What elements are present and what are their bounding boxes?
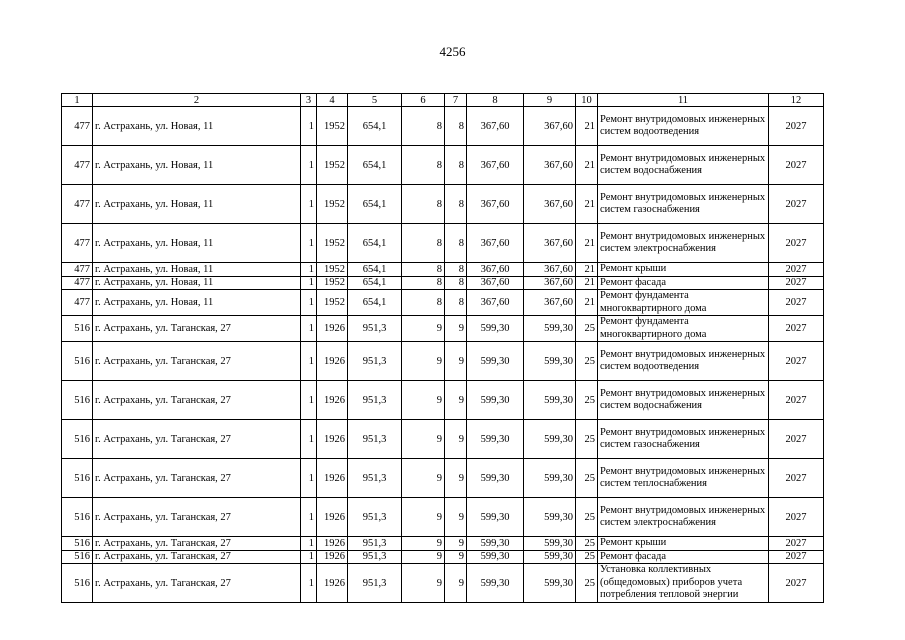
- address-cell: г. Астрахань, ул. Таганская, 27: [93, 498, 301, 537]
- col10-cell: 25: [576, 564, 598, 603]
- table-row: [62, 564, 824, 603]
- area-cell: 654,1: [348, 290, 402, 316]
- col7-cell: 8: [445, 107, 467, 146]
- repair-year-cell: 2027: [769, 107, 824, 146]
- col8-cell: 599,30: [467, 498, 524, 537]
- column-header: 1: [62, 94, 93, 107]
- col10-cell: 25: [576, 316, 598, 342]
- address-cell: г. Астрахань, ул. Новая, 11: [93, 276, 301, 290]
- col3-cell: 1: [301, 316, 317, 342]
- address-cell: г. Астрахань, ул. Новая, 11: [93, 290, 301, 316]
- table-body: [62, 94, 824, 603]
- col6-cell: 9: [402, 316, 445, 342]
- column-header: 11: [598, 94, 769, 107]
- col9-cell: 367,60: [524, 185, 576, 224]
- col9-cell: 367,60: [524, 146, 576, 185]
- table-row: [62, 185, 824, 224]
- repair-year-cell: 2027: [769, 420, 824, 459]
- table-row: [62, 550, 824, 564]
- year-cell: 1926: [317, 564, 348, 603]
- repair-year-cell: 2027: [769, 459, 824, 498]
- col6-cell: 8: [402, 263, 445, 277]
- area-cell: 951,3: [348, 420, 402, 459]
- column-header: 10: [576, 94, 598, 107]
- table-row: [62, 459, 824, 498]
- row-number-cell: 477: [62, 185, 93, 224]
- col9-cell: 599,30: [524, 564, 576, 603]
- col10-cell: 21: [576, 224, 598, 263]
- repair-year-cell: 2027: [769, 276, 824, 290]
- col3-cell: 1: [301, 564, 317, 603]
- work-type-cell: Ремонт внутридомовых инженерных систем газоснабжения: [598, 185, 769, 224]
- column-header: 2: [93, 94, 301, 107]
- col3-cell: 1: [301, 498, 317, 537]
- address-cell: г. Астрахань, ул. Новая, 11: [93, 224, 301, 263]
- col6-cell: 9: [402, 459, 445, 498]
- col10-cell: 21: [576, 263, 598, 277]
- area-cell: 654,1: [348, 185, 402, 224]
- area-cell: 951,3: [348, 537, 402, 551]
- table-row: [62, 537, 824, 551]
- row-number-cell: 516: [62, 459, 93, 498]
- address-cell: г. Астрахань, ул. Таганская, 27: [93, 459, 301, 498]
- col9-cell: 367,60: [524, 107, 576, 146]
- col8-cell: 599,30: [467, 564, 524, 603]
- col3-cell: 1: [301, 107, 317, 146]
- col8-cell: 599,30: [467, 316, 524, 342]
- col8-cell: 367,60: [467, 107, 524, 146]
- row-number-cell: 477: [62, 107, 93, 146]
- year-cell: 1952: [317, 276, 348, 290]
- repair-year-cell: 2027: [769, 316, 824, 342]
- repair-year-cell: 2027: [769, 263, 824, 277]
- col6-cell: 8: [402, 224, 445, 263]
- row-number-cell: 516: [62, 550, 93, 564]
- col3-cell: 1: [301, 276, 317, 290]
- row-number-cell: 516: [62, 316, 93, 342]
- col6-cell: 9: [402, 537, 445, 551]
- row-number-cell: 477: [62, 276, 93, 290]
- col10-cell: 25: [576, 342, 598, 381]
- repair-year-cell: 2027: [769, 537, 824, 551]
- year-cell: 1952: [317, 185, 348, 224]
- col6-cell: 8: [402, 107, 445, 146]
- col3-cell: 1: [301, 459, 317, 498]
- area-cell: 951,3: [348, 342, 402, 381]
- col6-cell: 8: [402, 276, 445, 290]
- col6-cell: 8: [402, 185, 445, 224]
- col8-cell: 599,30: [467, 342, 524, 381]
- page-number: 4256: [439, 44, 466, 59]
- table-row: [62, 316, 824, 342]
- column-header: 5: [348, 94, 402, 107]
- area-cell: 654,1: [348, 107, 402, 146]
- repair-year-cell: 2027: [769, 498, 824, 537]
- col10-cell: 25: [576, 498, 598, 537]
- col10-cell: 25: [576, 420, 598, 459]
- col10-cell: 21: [576, 107, 598, 146]
- col7-cell: 8: [445, 290, 467, 316]
- address-cell: г. Астрахань, ул. Таганская, 27: [93, 420, 301, 459]
- col9-cell: 599,30: [524, 381, 576, 420]
- address-cell: г. Астрахань, ул. Таганская, 27: [93, 550, 301, 564]
- col8-cell: 367,60: [467, 290, 524, 316]
- col9-cell: 599,30: [524, 316, 576, 342]
- row-number-cell: 516: [62, 381, 93, 420]
- column-header: 9: [524, 94, 576, 107]
- work-type-cell: Ремонт внутридомовых инженерных систем электроснабжения: [598, 224, 769, 263]
- table-row: [62, 498, 824, 537]
- table-row: [62, 290, 824, 316]
- register-table: [61, 93, 824, 603]
- col9-cell: 599,30: [524, 537, 576, 551]
- col8-cell: 599,30: [467, 381, 524, 420]
- work-type-cell: Ремонт внутридомовых инженерных систем водоснабжения: [598, 381, 769, 420]
- area-cell: 951,3: [348, 498, 402, 537]
- work-type-cell: Ремонт фасада: [598, 276, 769, 290]
- col9-cell: 599,30: [524, 342, 576, 381]
- work-type-cell: Ремонт фундамента многоквартирного дома: [598, 290, 769, 316]
- area-cell: 654,1: [348, 146, 402, 185]
- work-type-cell: Ремонт крыши: [598, 263, 769, 277]
- col8-cell: 367,60: [467, 224, 524, 263]
- col3-cell: 1: [301, 537, 317, 551]
- col7-cell: 9: [445, 342, 467, 381]
- work-type-cell: Ремонт внутридомовых инженерных систем газоснабжения: [598, 420, 769, 459]
- col9-cell: 367,60: [524, 290, 576, 316]
- row-number-cell: 477: [62, 263, 93, 277]
- table-row: [62, 342, 824, 381]
- address-cell: г. Астрахань, ул. Таганская, 27: [93, 537, 301, 551]
- col9-cell: 367,60: [524, 224, 576, 263]
- col9-cell: 599,30: [524, 459, 576, 498]
- work-type-cell: Ремонт фасада: [598, 550, 769, 564]
- repair-year-cell: 2027: [769, 224, 824, 263]
- row-number-cell: 516: [62, 498, 93, 537]
- col9-cell: 367,60: [524, 276, 576, 290]
- address-cell: г. Астрахань, ул. Таганская, 27: [93, 564, 301, 603]
- col8-cell: 367,60: [467, 146, 524, 185]
- address-cell: г. Астрахань, ул. Таганская, 27: [93, 316, 301, 342]
- col10-cell: 21: [576, 185, 598, 224]
- row-number-cell: 516: [62, 537, 93, 551]
- repair-year-cell: 2027: [769, 290, 824, 316]
- column-header: 4: [317, 94, 348, 107]
- col6-cell: 8: [402, 146, 445, 185]
- col6-cell: 9: [402, 342, 445, 381]
- address-cell: г. Астрахань, ул. Таганская, 27: [93, 342, 301, 381]
- repair-year-cell: 2027: [769, 381, 824, 420]
- column-header: 7: [445, 94, 467, 107]
- col3-cell: 1: [301, 224, 317, 263]
- row-number-cell: 477: [62, 146, 93, 185]
- area-cell: 951,3: [348, 459, 402, 498]
- column-header: 8: [467, 94, 524, 107]
- col7-cell: 9: [445, 564, 467, 603]
- col10-cell: 25: [576, 537, 598, 551]
- work-type-cell: Установка коллективных (общедомовых) приборов учета потребления тепловой энергии: [598, 564, 769, 603]
- year-cell: 1952: [317, 290, 348, 316]
- address-cell: г. Астрахань, ул. Новая, 11: [93, 107, 301, 146]
- table-row: [62, 263, 824, 277]
- year-cell: 1952: [317, 224, 348, 263]
- col3-cell: 1: [301, 290, 317, 316]
- year-cell: 1952: [317, 107, 348, 146]
- col8-cell: 599,30: [467, 550, 524, 564]
- repair-year-cell: 2027: [769, 146, 824, 185]
- col7-cell: 9: [445, 316, 467, 342]
- area-cell: 951,3: [348, 316, 402, 342]
- row-number-cell: 516: [62, 564, 93, 603]
- col6-cell: 9: [402, 564, 445, 603]
- year-cell: 1926: [317, 342, 348, 381]
- col3-cell: 1: [301, 342, 317, 381]
- col8-cell: 599,30: [467, 459, 524, 498]
- year-cell: 1952: [317, 146, 348, 185]
- col9-cell: 367,60: [524, 263, 576, 277]
- area-cell: 951,3: [348, 564, 402, 603]
- year-cell: 1926: [317, 550, 348, 564]
- col10-cell: 25: [576, 381, 598, 420]
- table-row: [62, 381, 824, 420]
- row-number-cell: 477: [62, 290, 93, 316]
- col7-cell: 9: [445, 537, 467, 551]
- col9-cell: 599,30: [524, 498, 576, 537]
- col7-cell: 9: [445, 420, 467, 459]
- col3-cell: 1: [301, 185, 317, 224]
- column-header: 12: [769, 94, 824, 107]
- row-number-cell: 516: [62, 342, 93, 381]
- column-header: 6: [402, 94, 445, 107]
- col6-cell: 9: [402, 550, 445, 564]
- area-cell: 951,3: [348, 381, 402, 420]
- area-cell: 654,1: [348, 276, 402, 290]
- col3-cell: 1: [301, 420, 317, 459]
- col6-cell: 8: [402, 290, 445, 316]
- year-cell: 1926: [317, 420, 348, 459]
- col3-cell: 1: [301, 263, 317, 277]
- col7-cell: 8: [445, 276, 467, 290]
- table-row: [62, 107, 824, 146]
- address-cell: г. Астрахань, ул. Таганская, 27: [93, 381, 301, 420]
- table-row: [62, 276, 824, 290]
- col3-cell: 1: [301, 550, 317, 564]
- col8-cell: 367,60: [467, 276, 524, 290]
- col10-cell: 21: [576, 146, 598, 185]
- col7-cell: 9: [445, 550, 467, 564]
- repair-year-cell: 2027: [769, 564, 824, 603]
- col7-cell: 8: [445, 185, 467, 224]
- repair-year-cell: 2027: [769, 342, 824, 381]
- col7-cell: 8: [445, 146, 467, 185]
- table-row: [62, 420, 824, 459]
- address-cell: г. Астрахань, ул. Новая, 11: [93, 146, 301, 185]
- year-cell: 1926: [317, 459, 348, 498]
- year-cell: 1952: [317, 263, 348, 277]
- year-cell: 1926: [317, 498, 348, 537]
- work-type-cell: Ремонт крыши: [598, 537, 769, 551]
- col9-cell: 599,30: [524, 550, 576, 564]
- col10-cell: 21: [576, 290, 598, 316]
- year-cell: 1926: [317, 537, 348, 551]
- year-cell: 1926: [317, 316, 348, 342]
- column-number-row: [62, 94, 824, 107]
- work-type-cell: Ремонт внутридомовых инженерных систем водоотведения: [598, 342, 769, 381]
- row-number-cell: 477: [62, 224, 93, 263]
- col10-cell: 25: [576, 550, 598, 564]
- area-cell: 951,3: [348, 550, 402, 564]
- col7-cell: 8: [445, 263, 467, 277]
- col10-cell: 25: [576, 459, 598, 498]
- work-type-cell: Ремонт внутридомовых инженерных систем электроснабжения: [598, 498, 769, 537]
- col8-cell: 599,30: [467, 420, 524, 459]
- work-type-cell: Ремонт внутридомовых инженерных систем теплоснабжения: [598, 459, 769, 498]
- col3-cell: 1: [301, 146, 317, 185]
- col7-cell: 9: [445, 381, 467, 420]
- column-header: 3: [301, 94, 317, 107]
- col10-cell: 21: [576, 276, 598, 290]
- col6-cell: 9: [402, 420, 445, 459]
- repair-year-cell: 2027: [769, 185, 824, 224]
- year-cell: 1926: [317, 381, 348, 420]
- work-type-cell: Ремонт внутридомовых инженерных систем водоотведения: [598, 107, 769, 146]
- address-cell: г. Астрахань, ул. Новая, 11: [93, 263, 301, 277]
- row-number-cell: 516: [62, 420, 93, 459]
- address-cell: г. Астрахань, ул. Новая, 11: [93, 185, 301, 224]
- repair-year-cell: 2027: [769, 550, 824, 564]
- col3-cell: 1: [301, 381, 317, 420]
- work-type-cell: Ремонт внутридомовых инженерных систем водоснабжения: [598, 146, 769, 185]
- work-type-cell: Ремонт фундамента многоквартирного дома: [598, 316, 769, 342]
- col8-cell: 367,60: [467, 263, 524, 277]
- col7-cell: 9: [445, 498, 467, 537]
- table-row: [62, 224, 824, 263]
- col6-cell: 9: [402, 381, 445, 420]
- col8-cell: 599,30: [467, 537, 524, 551]
- col6-cell: 9: [402, 498, 445, 537]
- col8-cell: 367,60: [467, 185, 524, 224]
- area-cell: 654,1: [348, 263, 402, 277]
- table-row: [62, 146, 824, 185]
- col9-cell: 599,30: [524, 420, 576, 459]
- col7-cell: 9: [445, 459, 467, 498]
- area-cell: 654,1: [348, 224, 402, 263]
- col7-cell: 8: [445, 224, 467, 263]
